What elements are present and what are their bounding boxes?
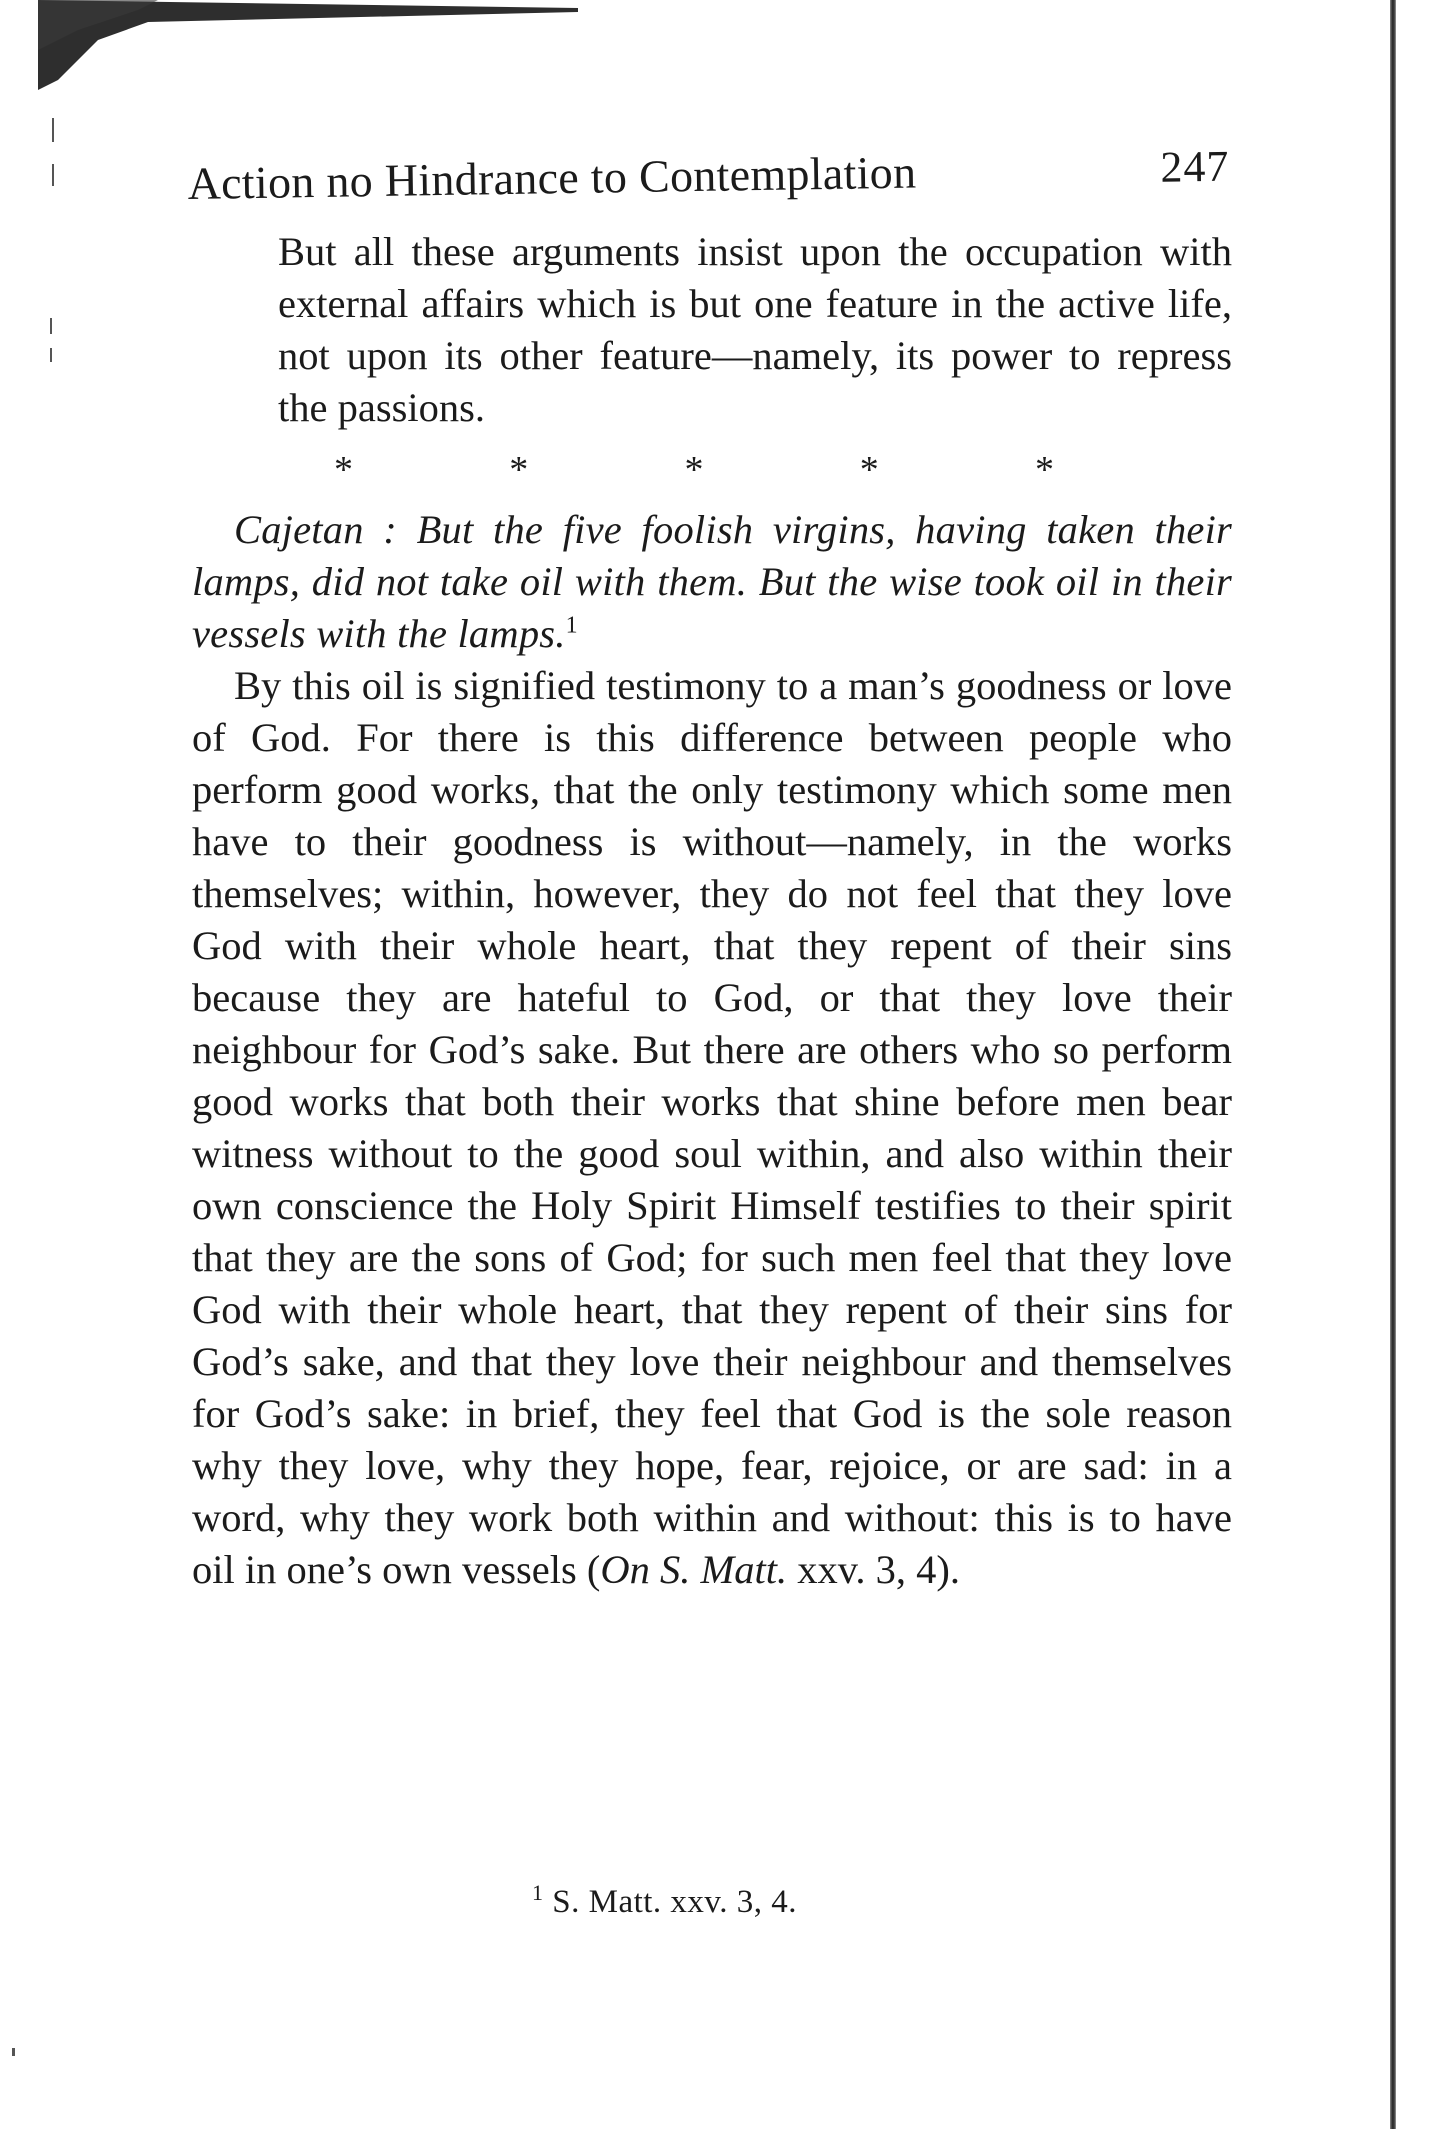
- page-number: 247: [1160, 141, 1230, 192]
- section-break: [192, 440, 1232, 500]
- binding-edge: [1390, 0, 1396, 2129]
- quote-speaker: Cajetan :: [234, 507, 397, 552]
- footnote-text: S. Matt. xxv. 3, 4.: [552, 1884, 798, 1920]
- scan-speck: [50, 348, 52, 362]
- asterisk: *: [1035, 449, 1054, 491]
- footnote-marker: 1: [532, 1880, 544, 1905]
- scan-speck: [50, 318, 52, 334]
- citation-reference: xxv. 3, 4).: [787, 1547, 960, 1592]
- asterisk: *: [684, 449, 704, 491]
- body-text: [192, 226, 1232, 1596]
- footnote: [532, 1880, 798, 1921]
- asterisk: *: [509, 449, 529, 491]
- scan-speck: [52, 118, 54, 142]
- running-head-title: Action no Hindrance to Contemplation: [187, 146, 917, 210]
- paragraph-oil-testimony: [192, 660, 1232, 1596]
- asterisk: *: [859, 449, 879, 491]
- paragraph-oil-text: By this oil is signified testimony to a man’s goodness or love of God. For there is this difference between people who perform good works, that the only testimony which some men have to their goodness is without—namely, in the works themselves; within, however, they do not feel that they love God with their whole heart, that they repent of their sins because they are hateful to God, or that they love their neighbour for God’s sake. But there are others who so perform good works that both their works that shine before men bear witness without to the good soul within, and also within their own conscience the Holy Spirit Himself testifies to their spirit that they are the sons of God; for such men feel that they love God with their whole heart, that they repent of their sins for God’s sake, and that they love their neighbour and themselves for God’s sake: in brief, they feel that God is the sole reason why they love, why they hope, fear, rejoice, or are sad: in a word, why they work both within and without: this is to have oil in one’s own vessels (: [192, 663, 1232, 1592]
- running-head: [187, 124, 1230, 210]
- asterisk: *: [334, 449, 353, 491]
- paragraph-arguments: But all these arguments insist upon the occupation with external affairs which is but one feature in the active life, not upon its other feature—namely, its power to repress the passions.: [278, 229, 1232, 430]
- cajetan-quote: [192, 504, 1232, 660]
- scan-speck: [12, 2048, 15, 2056]
- citation-work: On S. Matt.: [600, 1547, 788, 1592]
- scan-speck: [52, 164, 54, 186]
- quote-text: But the five foolish virgins, having taken their lamps, did not take oil with them. But the wise took oil in their vessels with the lamps.: [192, 507, 1233, 656]
- footnote-reference: 1: [565, 612, 578, 639]
- scan-corner-shadow: [38, 0, 578, 90]
